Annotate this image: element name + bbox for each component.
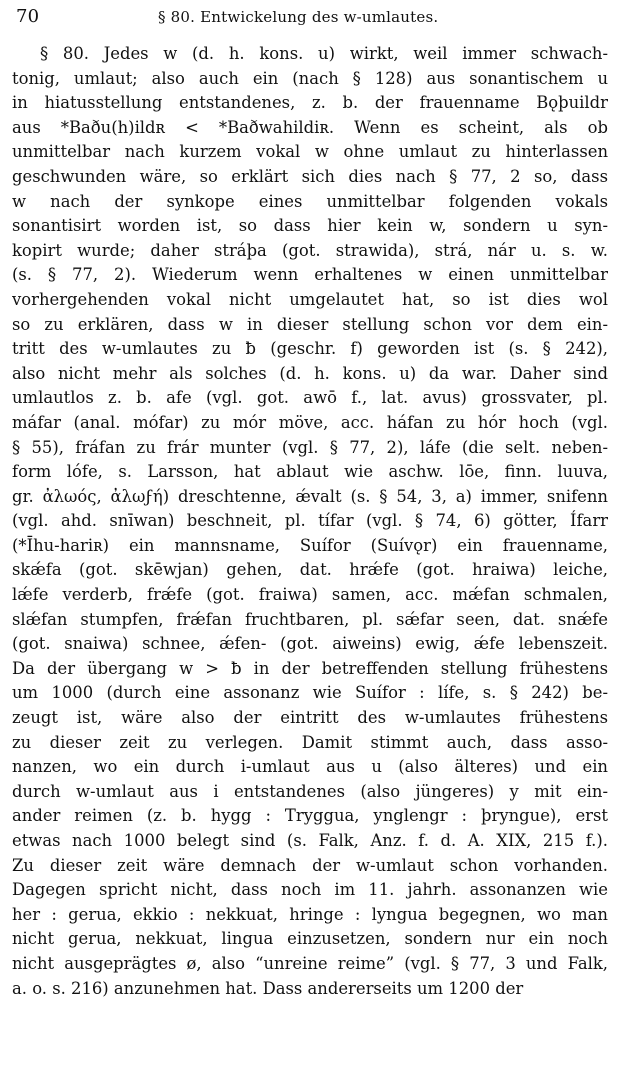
section-80-paragraph [12, 42, 608, 1001]
paragraph-line: in hiatusstellung entstandenes, z. b. der frauenname Bǫþuildr [12, 93, 608, 113]
paragraph-line: geschwunden wäre, so erklärt sich dies nach § 77, 2 so, dass [12, 166, 608, 186]
paragraph-line: nicht gerua, nekkuat, lingua einzusetzen, sondern nur ein noch [12, 929, 608, 949]
paragraph-line: máfar (anal. mófar) zu mór möve, acc. háfan zu hór hoch (vgl. [12, 412, 608, 432]
paragraph-line: Da der übergang w > ƀ in der betreffenden stellung frühestens [12, 658, 608, 678]
paragraph-line: Dagegen spricht nicht, dass noch im 11. jahrh. assonanzen wie [12, 880, 608, 900]
paragraph-line: gr. ἀλωός, ἀλωϝή) dreschtenne, ǽvalt (s. § 54, 3, a) immer, snifenn [12, 486, 608, 506]
paragraph-line: umlautlos z. b. afe (vgl. got. awō f., lat. avus) grossvater, pl. [12, 388, 608, 408]
paragraph-line: aus *Baðu(h)ildʀ < *Baðwahildiʀ. Wenn es scheint, als ob [12, 117, 608, 137]
paragraph-line: Zu dieser zeit wäre demnach der w-umlaut schon vorhanden. [12, 855, 608, 875]
paragraph-line: etwas nach 1000 belegt sind (s. Falk, Anz. f. d. A. XIX, 215 f.). [12, 831, 608, 850]
running-title: § 80. Entwickelung des w-umlautes. [158, 8, 439, 26]
paragraph-line: um 1000 (durch eine assonanz wie Suífor : lífe, s. § 242) be- [12, 683, 608, 703]
paragraph-line: nanzen, wo ein durch i-umlaut aus u (also älteres) und ein [12, 757, 608, 777]
paragraph-line: § 80. Jedes w (d. h. kons. u) wirkt, weil immer schwach- [40, 44, 608, 63]
paragraph-line: ander reimen (z. b. hygg : Tryggua, ynglengr : þryngue), erst [12, 806, 608, 826]
paragraph-line: tritt des w-umlautes zu ƀ (geschr. f) geworden ist (s. § 242), [12, 339, 608, 359]
paragraph-line: zeugt ist, wäre also der eintritt des w-umlautes frühestens [12, 708, 608, 728]
book-page [12, 4, 608, 1001]
paragraph-line: slǽfan stumpfen, frǽfan fruchtbaren, pl. sǽfar seen, dat. snǽfe [12, 609, 608, 629]
paragraph-line: tonig, umlaut; also auch ein (nach § 128) aus sonantischem u [12, 68, 608, 88]
paragraph-line: nicht ausgeprägtes ø, also “unreine reime” (vgl. § 77, 3 und Falk, [12, 953, 608, 973]
running-header [12, 4, 608, 30]
paragraph-line: (*Īhu-hariʀ) ein mannsname, Suífor (Suívǫr) ein frauenname, [12, 535, 608, 555]
paragraph-line: durch w-umlaut aus i entstandenes (also jüngeres) y mit ein- [12, 781, 608, 801]
paragraph-line: zu dieser zeit zu verlegen. Damit stimmt auch, dass asso- [12, 732, 608, 752]
paragraph-line: § 55), fráfan zu frár munter (vgl. § 77, 2), láfe (die selt. neben- [12, 437, 608, 457]
paragraph-line: her : gerua, ekkio : nekkuat, hringe : lyngua begegnen, wo man [12, 904, 608, 924]
paragraph-line: vorhergehenden vokal nicht umgelautet hat, so ist dies wol [12, 289, 608, 309]
paragraph-line: w nach der synkope eines unmittelbar folgenden vokals [12, 191, 608, 211]
paragraph-line: kopirt wurde; daher stráþa (got. strawida), strá, nár u. s. w. [12, 240, 608, 260]
page-number: 70 [16, 6, 40, 27]
paragraph-line: form lófe, s. Larsson, hat ablaut wie aschw. lōe, finn. luuva, [12, 462, 608, 482]
paragraph-line: sonantisirt worden ist, so dass hier kein w, sondern u syn- [12, 216, 608, 236]
paragraph-line: so zu erklären, dass w in dieser stellung schon vor dem ein- [12, 314, 608, 334]
paragraph-line: lǽfe verderb, frǽfe (got. fraiwa) samen, acc. mǽfan schmalen, [12, 585, 608, 605]
paragraph-line: skǽfa (got. skēwjan) gehen, dat. hrǽfe (got. hraiwa) leiche, [12, 560, 608, 580]
paragraph-line: also nicht mehr als solches (d. h. kons. u) da war. Daher sind [12, 363, 608, 383]
paragraph-line: (vgl. ahd. snīwan) beschneit, pl. tífar (vgl. § 74, 6) götter, Ífarr [12, 511, 608, 531]
paragraph-line: (got. snaiwa) schnee, ǽfen- (got. aiweins) ewig, ǽfe lebenszeit. [12, 634, 608, 654]
paragraph-line: (s. § 77, 2). Wiederum wenn erhaltenes w einen unmittelbar [12, 265, 608, 285]
paragraph-line: a. o. s. 216) anzunehmen hat. Dass andererseits um 1200 der [12, 978, 524, 998]
paragraph-line: unmittelbar nach kurzem vokal w ohne umlaut zu hinterlassen [12, 142, 608, 162]
